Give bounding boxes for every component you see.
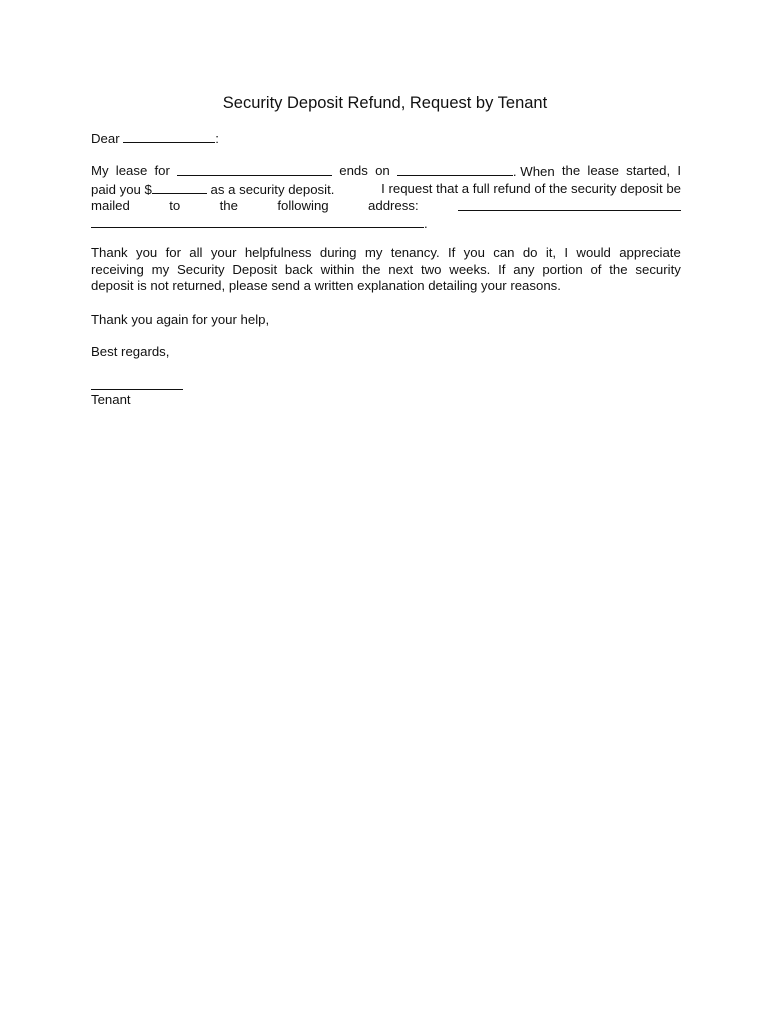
word: Thank [91,245,128,260]
word: paid you $ [91,181,152,197]
word: you [135,245,158,260]
word: within [320,261,355,277]
word: for [154,163,170,178]
word: the [219,198,238,213]
signer-label: Tenant [91,392,131,407]
word: the [362,261,381,277]
word: following [277,198,329,213]
word: two [420,261,442,277]
word: My [91,163,109,178]
deposit-amount-blank[interactable] [152,181,207,194]
paragraph2-line1 [91,245,681,262]
word: my [364,245,383,260]
word: lease [115,163,148,178]
word: security [635,261,681,277]
word: I [677,163,681,178]
paragraph1-line3 [91,198,681,215]
lease-end-date-blank[interactable] [397,163,513,176]
lease-property-blank[interactable] [177,163,332,176]
paragraph1-line1 [91,163,681,181]
greeting-line [91,130,681,148]
word: address: [368,198,419,213]
document-title: Security Deposit Refund, Request by Tenant [222,94,548,112]
paragraph1-line4 [91,215,681,233]
paragraph-lease-details [91,163,681,232]
word: weeks. [449,261,491,277]
word: I request that a full refund of the security deposit be [381,180,681,196]
word: your [210,245,237,260]
word: ends [339,163,368,178]
greeting-colon: : [215,131,219,146]
greeting-word: Dear [91,131,120,146]
word: started, [626,163,671,178]
word: as a security deposit. [210,181,335,197]
word: If [447,245,456,260]
word: any [513,261,535,277]
mailing-address-blank-1[interactable] [458,198,681,211]
word: all [189,245,203,260]
word: on [375,163,390,178]
word: can [493,245,515,260]
paragraph-request [91,245,681,295]
closing-thanks: Thank you again for your help, [91,312,270,327]
paragraph2-line2 [91,262,681,279]
word: during [319,245,357,260]
word: mailed [91,198,130,213]
word: tenancy. [390,245,440,260]
word: the [609,261,628,277]
word: my [151,261,170,277]
word: the [561,163,581,178]
signature-blank[interactable] [91,389,183,390]
closing-regards: Best regards, [91,344,170,359]
word: back [284,261,313,277]
paragraph1-line2 [91,181,681,199]
word: of [590,261,602,277]
word: it, [545,245,557,260]
landlord-name-blank[interactable] [123,130,215,143]
word: I [564,245,569,260]
word: next [388,261,414,277]
word: for [165,245,181,260]
word: . When [512,164,555,179]
word: do [522,245,538,260]
word: If [498,261,506,277]
mailing-address-blank-2[interactable] [91,215,424,228]
word: appreciate [619,245,681,260]
word: lease [587,163,619,178]
word: you [463,245,485,260]
word: would [576,245,611,260]
word: portion [542,261,583,277]
word: . [424,215,428,231]
word: Deposit [232,261,278,277]
word: to [169,198,181,213]
word: Security [176,261,225,277]
word: helpfulness [244,245,312,260]
word: receiving [91,261,144,277]
paragraph2-line3: deposit is not returned, please send a written explanation detailing your reasons. [91,278,561,293]
